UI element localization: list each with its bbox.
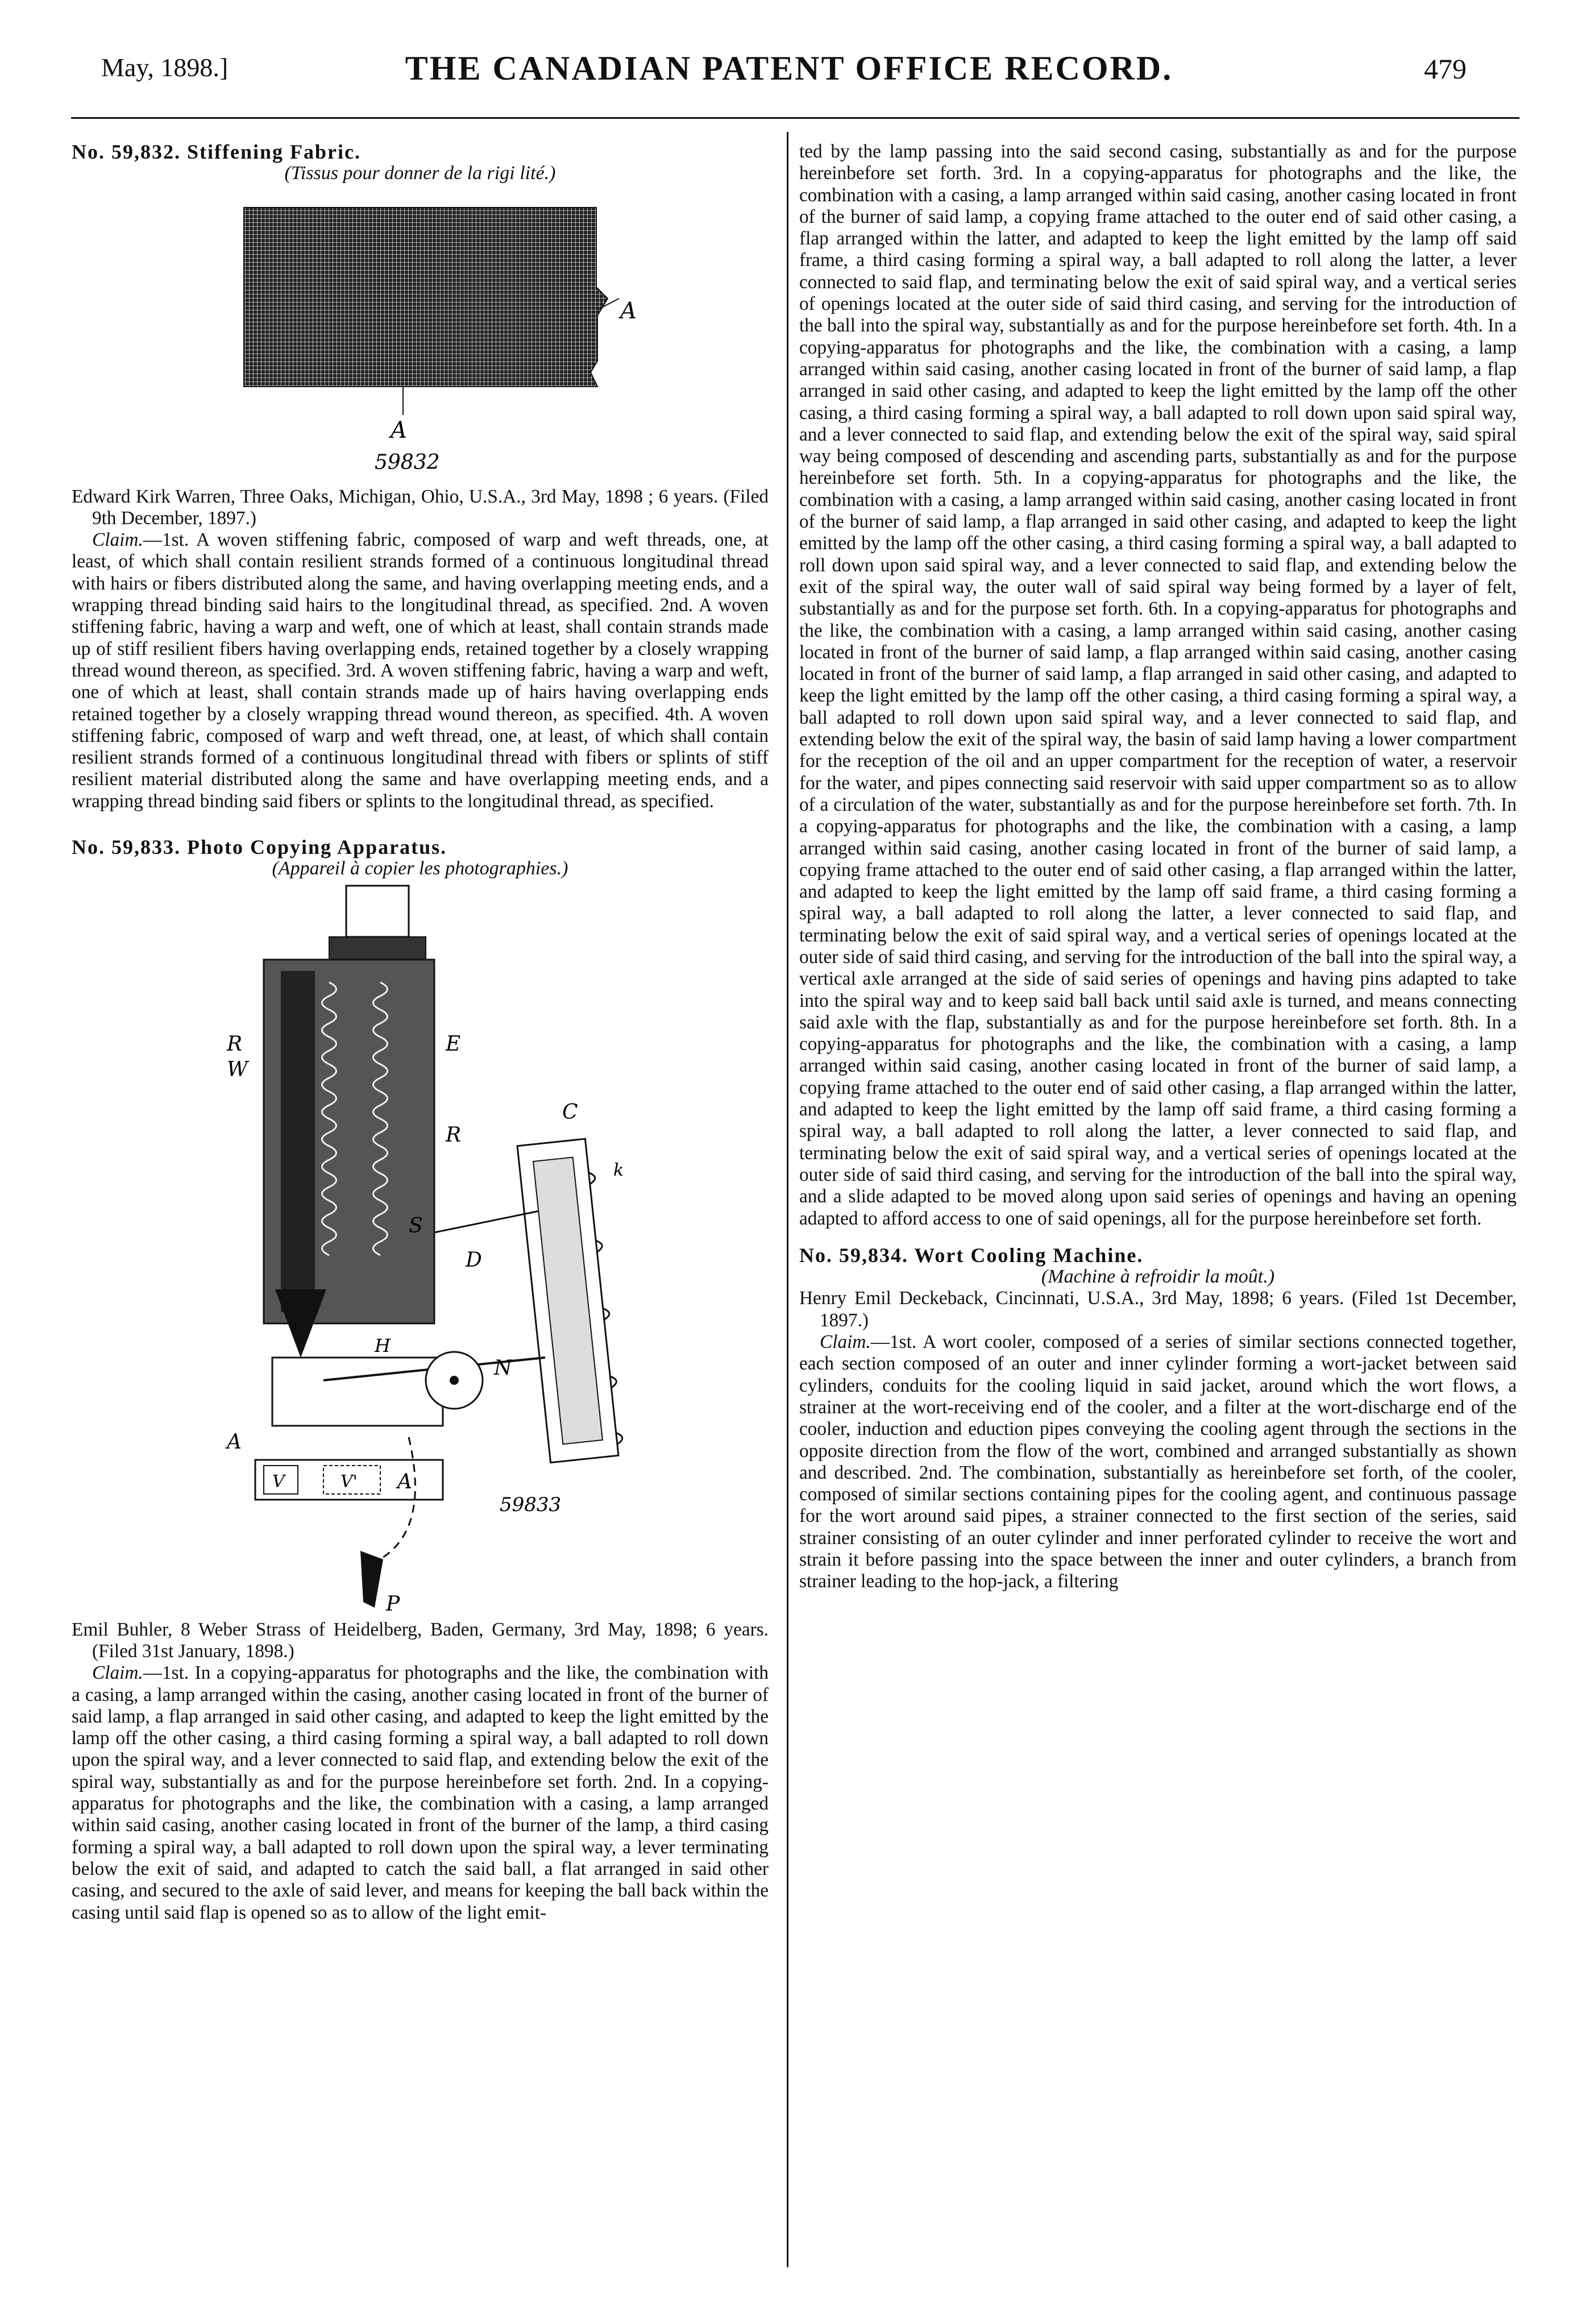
patent-59832-subtitle: (Tissus pour donner de la rigi lité.) (284, 163, 556, 184)
label-n: N (494, 1356, 512, 1380)
fabric-figure (136, 185, 704, 486)
patent-59833-subtitle: (Appareil à copier les photographies.) (272, 858, 568, 879)
copying-apparatus-figure (136, 880, 704, 1619)
label-a2: A (397, 1470, 412, 1493)
patent-59832-claim (72, 529, 769, 812)
fabric-label-a-bottom: A (391, 417, 407, 443)
column-divider (787, 132, 788, 2267)
header-date: May, 1898.] (101, 53, 229, 82)
label-w: W (227, 1057, 248, 1081)
label-r2: R (446, 1123, 462, 1147)
patent-59833-title: No. 59,833. Photo Copying Apparatus. (72, 836, 447, 859)
patent-59832-title: No. 59,832. Stiffening Fabric. (72, 140, 361, 163)
label-h: H (375, 1334, 391, 1356)
label-e: E (446, 1032, 461, 1056)
claim-text: —1st. A woven stiffening fabric, composed of warp and weft threads, one, at least, of which shall contain resilient strands formed of a continuous longitudinal thread with hairs or fibers distributed along the same, and having overlapping meeting ends, and a wrapping thread binding said hairs to the longitudinal thread, as specified. 2nd. A woven stiffening fabric, having a warp and weft, one of which at least, shall contain strands made up of stiff resilient fibers having overlapping ends, retained together by a closely wrapping thread wound thereon, as specified. 3rd. A woven stiffening fabric, having a warp and weft, one of which at least, shall contain strands made up of hairs having overlapping ends retained together by a closely wrapping thread wound thereon, as specified. 4th. A woven stiffening fabric, composed of warp and weft thread, one, at least, of which shall contain resilient strands formed of a continuous longitudinal thread with fibers or splints of stiff resilient material distributed along the same and have overlapping meeting ends, and a wrapping thread binding said fibers or splints to the longitudinal thread, as specified. (72, 529, 769, 812)
label-d: D (466, 1248, 482, 1272)
patent-59834-claim (799, 1331, 1517, 1593)
label-p: P (386, 1592, 400, 1616)
claim-text: —1st. In a copying-apparatus for photographs and the like, the combination with a casing, a lamp arranged within the casing, another casing located in front of the burner of said lamp, a flap arranged in said other casing, and adapted to keep the light emitted by the lamp off the other casing, a third casing forming a spiral way, a ball adapted to roll down upon the spiral way, and a lever connected to said flap, and extending below the exit of the spiral way, substantially as and for the purpose hereinbefore set forth. 2nd. In a copying-apparatus for photographs and the like, the combination with a casing, a lamp arranged within said casing, another casing located in front of the burner of the lamp, a third casing forming a spiral way, a ball adapted to roll down upon the spiral way, a lever terminating below the exit of said, and adapted to catch the said ball, a flat arranged in said other casing, and secured to the axle of said lever, and means for keeping the ball back within the casing until said flap is opened so as to allow of the light emit- (72, 1662, 769, 1923)
patent-59832-inventor: Edward Kirk Warren, Three Oaks, Michigan, Ohio, U.S.A., 3rd May, 1898 ; 6 years. (Filed 9th December, 1897.) (72, 485, 769, 529)
label-a: A (227, 1430, 242, 1454)
label-k: k (613, 1160, 624, 1180)
fabric-figure-number: 59832 (375, 450, 440, 474)
fabric-label-a: A (620, 297, 637, 324)
claim-label: Claim. (92, 529, 143, 551)
patent-59833-inventor: Emil Buhler, 8 Weber Strass of Heidelberg, Baden, Germany, 3rd May, 1898; 6 years. (Filed 31st January, 1898.) (72, 1619, 769, 1662)
patent-59834-title: No. 59,834. Wort Cooling Machine. (799, 1243, 1144, 1267)
patent-59833-claim-part1 (72, 1662, 769, 1924)
left-column (72, 141, 769, 1924)
patent-59834-inventor: Henry Emil Deckeback, Cincinnati, U.S.A., 3rd May, 1898; 6 years. (Filed 1st December, 1897.) (799, 1288, 1517, 1331)
label-s: S (409, 1214, 423, 1238)
claim-label: Claim. (92, 1662, 143, 1684)
patent-59834-subtitle: (Machine à refroidir la moût.) (1041, 1266, 1275, 1288)
label-v-prime: V' (340, 1471, 358, 1492)
publication-title: THE CANADIAN PATENT OFFICE RECORD. (405, 49, 1173, 87)
label-c: C (562, 1100, 578, 1124)
fabric-swatch (244, 208, 608, 387)
claim-text: —1st. A wort cooler, composed of a series of similar sections connected together, each section composed of an outer and inner cylinder forming a wort-jacket between said cylinders, conduits for the cooling liquid in said jacket, around which the wort flows, a strainer at the wort-receiving end of the cooler, and a filter at the wort-discharge end of the cooler, induction and eduction pipes conveying the cooling agent through the sections in the opposite direction from the flow of the wort, combined and arranged substantially as shown and described. 2nd. The combination, substantially as hereinbefore set forth, of the cooler, composed of similar sections containing pipes for the cooling agent, and continuous passage for the wort around said pipes, a strainer connected to the first section of the series, said strainer consisting of an outer cylinder and inner perforated cylinder to receive the wort and strain it before passing into the space between the inner and outer cylinders, a branch from strainer leading to the hop-jack, a filtering (799, 1331, 1517, 1592)
patent-59833-claim-part2: ted by the lamp passing into the said second casing, substantially as and for the purpose hereinbefore set forth. 3rd. In a copying-apparatus for photographs and the like, the combination with a casing, a lamp arranged within said casing, another casing located in front of the burner of said lamp, a copying frame attached to the outer end of said other casing, a flap arranged within the latter, and adapted to keep the light emitted by the lamp off said frame, a third casing forming a spiral way, a ball adapted to roll along the latter, a lever connected to said flap, and terminating below the exit of said spiral way, and a vertical series of openings located at the outer side of said third casing, and serving for the introduction of the ball into the spiral way, substantially as and for the purpose hereinbefore set forth. 4th. In a copying-apparatus for photographs and the like, the combination with a casing, a lamp arranged within said casing, another casing located in front of the burner of said lamp, a flap arranged in said other casing, and adapted to keep the light emitted by the lamp off the other casing, a third casing forming a spiral way, a ball adapted to roll down upon said spiral way, and a lever connected to said flap, and extending below the exit of the spiral way, said spiral way being composed of descending and ascending parts, substantially as and for the purpose hereinbefore set forth. 5th. In a copying-apparatus for photographs and the like, the combination with a casing, a lamp arranged within said casing, another casing located in front of the burner of said lamp, a flap arranged in said other casing, and adapted to keep the light emitted by the lamp off the other casing, a third casing forming a spiral way, a ball adapted to roll down upon said spiral way, and a lever connected to said flap, and extending below the exit of the spiral way, the outer wall of said spiral way being formed by a layer of felt, substantially as and for the purpose set forth. 6th. In a copying-apparatus for photographs and the like, the combination with a casing, a lamp arranged within said casing, another casing located in front of the burner of said lamp, a flap arranged within said casing, another casing located in front of the burner of said lamp, a flap arranged in said other casing, and adapted to keep the light emitted by the lamp off the other casing, a third casing forming a spiral way, a ball adapted to roll down upon said spiral way, and a lever connected to said flap, and extending below the exit of the spiral way, the basin of said lamp having a lower compartment for the reception of the oil and an upper compartment for the reception of water, a reservoir for the water, and pipes connecting said reservoir with said upper compartment so as to allow of a circulation of the water, substantially as and for the purpose hereinbefore set forth. 7th. In a copying-apparatus for photographs and the like, the combination with a casing, a lamp arranged within said casing, another casing located in front of the burner of said lamp, a copying frame attached to the outer end of said other casing, a flap arranged within the latter, and adapted to keep the light emitted by the lamp off said frame, a third casing forming a spiral way, a ball adapted to roll along the latter, a lever connected to said flap, and terminating below the exit of said spiral way, and a vertical series of openings located at the outer side of said third casing, and serving for the introduction of the ball into the spiral way, a vertical axle arranged at the side of said series of openings and having pins adapted to take into the spiral way and to keep said ball back until said axle is turned, and means connecting said axle with the flap, substantially as and for the purpose hereinbefore set forth. 8th. In a copying-apparatus for photographs and the like, the combination with a casing, a lamp arranged within said casing, another casing located in front of the burner of said lamp, a copying frame attached to the outer end of said other casing, a flap arranged within the latter, and adapted to keep the light emitted by the lamp off said frame, a third casing forming a spiral way, a ball adapted to roll along the latter, a lever connected to said flap, and terminating below the exit of said spiral way, and a vertical series of openings located at the outer side of said third casing, and serving for the introduction of the ball into the spiral way, and a slide adapted to be moved along upon said series of openings and having an opening adapted to afford access to one of said openings, all for the purpose hereinbefore set forth. (799, 141, 1517, 1229)
right-column (799, 141, 1517, 1593)
header-rule (71, 117, 1519, 119)
claim-label: Claim. (820, 1331, 871, 1353)
page-number: 479 (1424, 53, 1467, 85)
label-r: R (227, 1032, 243, 1056)
label-v: V (272, 1471, 285, 1492)
apparatus-figure-number: 59833 (500, 1493, 562, 1516)
page-header (0, 49, 1578, 98)
